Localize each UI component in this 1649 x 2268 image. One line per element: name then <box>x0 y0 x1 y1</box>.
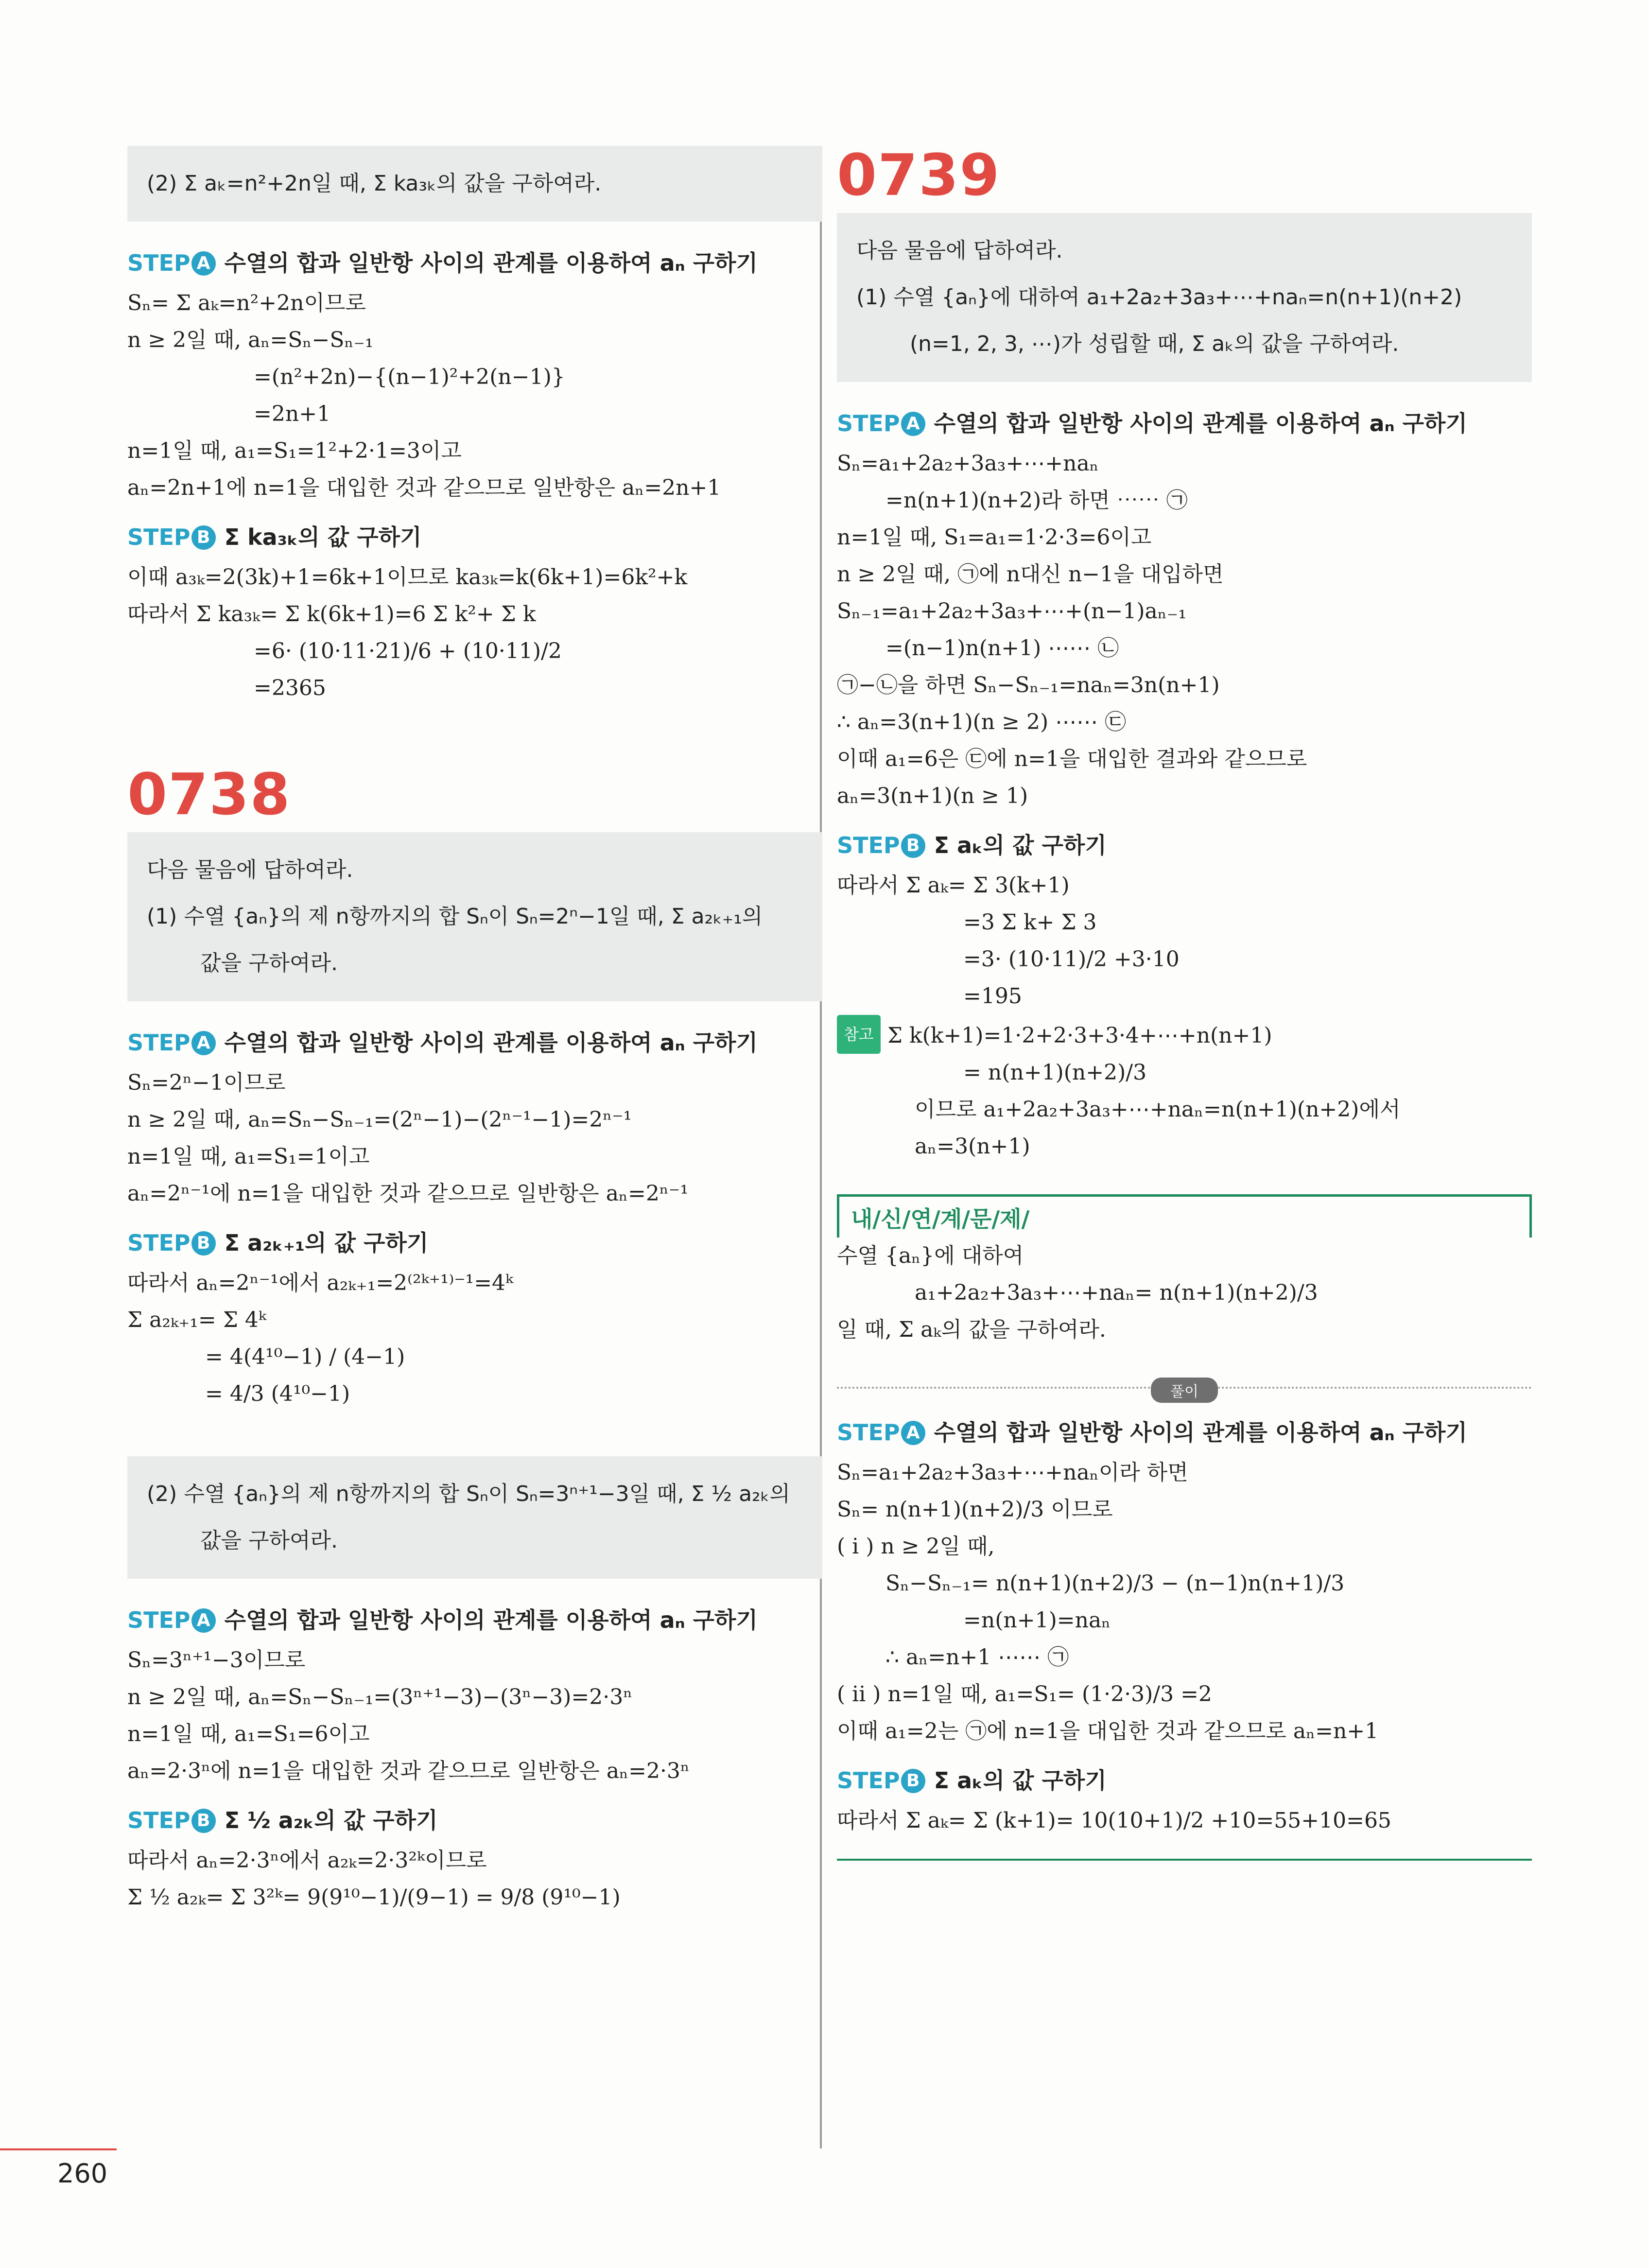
problem-box-0737-2 <box>127 146 822 222</box>
page-number: 260 <box>57 2158 108 2189</box>
solution-line: 따라서 Σ ka₃ₖ= Σ k(6k+1)=6 Σ k²+ Σ k <box>127 602 536 627</box>
solution-line: n ≥ 2일 때, aₙ=Sₙ−Sₙ₋₁=(2ⁿ−1)−(2ⁿ⁻¹−1)=2ⁿ⁻¹ <box>127 1107 632 1132</box>
solution-line: ∴ aₙ=3(n+1)(n ≥ 2) ⋯⋯ ㉢ <box>837 710 1127 734</box>
solution-line: Σ ½ a₂ₖ= Σ 3²ᵏ= 9(9¹⁰−1)/(9−1) = 9/8 (9¹⁰−1) <box>127 1885 621 1910</box>
solution-line: ㉠−㉡을 하면 Sₙ−Sₙ₋₁=naₙ=3n(n+1) <box>837 673 1220 698</box>
step-letter-badge: B <box>191 525 216 550</box>
solution-line: n=1일 때, S₁=a₁=1·2·3=6이고 <box>837 525 1152 550</box>
solution-line: =(n−1)n(n+1) ⋯⋯ ㉡ <box>885 636 1119 661</box>
problem-text: (1) 수열 {aₙ}에 대하여 a₁+2a₂+3a₃+⋯+naₙ=n(n+1)(n+2) <box>856 285 1462 310</box>
solution-label: 풀이 <box>1151 1378 1218 1403</box>
step-a-heading: STEP A 수열의 합과 일반항 사이의 관계를 이용하여 aₙ 구하기 <box>837 1419 1467 1446</box>
problem-text: (1) 수열 {aₙ}의 제 n항까지의 합 Sₙ이 Sₙ=2ⁿ−1일 때, Σ a₂ₖ₊₁의 <box>147 904 763 929</box>
solution-line: aₙ=2n+1에 n=1을 대입한 것과 같으므로 일반항은 aₙ=2n+1 <box>127 475 721 500</box>
solution-line: n ≥ 2일 때, ㉠에 n대신 n−1을 대입하면 <box>837 562 1224 587</box>
step-letter-badge: B <box>191 1809 216 1833</box>
step-b-heading: STEP B Σ ½ a₂ₖ의 값 구하기 <box>127 1807 438 1833</box>
step-letter-badge: A <box>191 1608 216 1633</box>
step-a-heading: STEP A 수열의 합과 일반항 사이의 관계를 이용하여 aₙ 구하기 <box>127 1029 758 1056</box>
problem-text: 다음 물음에 답하여라. <box>856 238 1063 263</box>
solution-line: ( ii ) n=1일 때, a₁=S₁= (1·2·3)/3 =2 <box>837 1682 1212 1707</box>
solution-line: aₙ=2·3ⁿ에 n=1을 대입한 것과 같으므로 일반항은 aₙ=2·3ⁿ <box>127 1759 690 1783</box>
solution-line: Sₙ₋₁=a₁+2a₂+3a₃+⋯+(n−1)aₙ₋₁ <box>837 599 1187 624</box>
problem-text: 다음 물음에 답하여라. <box>147 857 353 882</box>
note-line: aₙ=3(n+1) <box>915 1134 1030 1159</box>
note-line: 이므로 a₁+2a₂+3a₃+⋯+naₙ=n(n+1)(n+2)에서 <box>915 1097 1401 1122</box>
linked-problem-text: a₁+2a₂+3a₃+⋯+naₙ= n(n+1)(n+2)/3 <box>915 1280 1318 1305</box>
solution-line: 따라서 aₙ=2ⁿ⁻¹에서 a₂ₖ₊₁=2⁽²ᵏ⁺¹⁾⁻¹=4ᵏ <box>127 1271 514 1295</box>
solution-line: 이때 a₁=2는 ㉠에 n=1을 대입한 것과 같으므로 aₙ=n+1 <box>837 1719 1379 1744</box>
step-a-heading: STEP A 수열의 합과 일반항 사이의 관계를 이용하여 aₙ 구하기 <box>127 250 758 276</box>
solution-line: aₙ=3(n+1)(n ≥ 1) <box>837 784 1028 808</box>
step-letter-badge: B <box>191 1231 216 1256</box>
solution-line: n=1일 때, a₁=S₁=1이고 <box>127 1144 370 1169</box>
solution-line: = 4/3 (4¹⁰−1) <box>205 1381 350 1406</box>
step-letter-badge: B <box>901 834 925 858</box>
problem-number: 0739 <box>837 141 1001 209</box>
step-b-heading: STEP B Σ a₂ₖ₊₁의 값 구하기 <box>127 1230 429 1256</box>
solution-line: 이때 a₁=6은 ㉢에 n=1을 대입한 결과와 같으므로 <box>837 747 1307 771</box>
problem-text: (2) 수열 {aₙ}의 제 n항까지의 합 Sₙ이 Sₙ=3ⁿ⁺¹−3일 때, Σ ½ a₂ₖ의 <box>147 1482 790 1506</box>
solution-line: =n(n+1)(n+2)라 하면 ⋯⋯ ㉠ <box>885 488 1188 513</box>
solution-line: n=1일 때, a₁=S₁=6이고 <box>127 1722 370 1746</box>
solution-line: ∴ aₙ=n+1 ⋯⋯ ㉠ <box>885 1645 1069 1670</box>
step-a-heading: STEP A 수열의 합과 일반항 사이의 관계를 이용하여 aₙ 구하기 <box>127 1607 758 1633</box>
problem-text: (n=1, 2, 3, ⋯)가 성립할 때, Σ aₖ의 값을 구하여라. <box>910 331 1399 356</box>
problem-text: (2) Σ aₖ=n²+2n일 때, Σ ka₃ₖ의 값을 구하여라. <box>147 171 602 196</box>
section-end-rule <box>837 1859 1532 1861</box>
step-letter-badge: B <box>901 1769 925 1793</box>
problem-text: 값을 구하여라. <box>200 951 338 976</box>
solution-line: Sₙ=3ⁿ⁺¹−3이므로 <box>127 1648 306 1673</box>
step-letter-badge: A <box>191 251 216 276</box>
step-b-heading: STEP B Σ aₖ의 값 구하기 <box>837 832 1107 858</box>
solution-line: 따라서 Σ aₖ= Σ (k+1)= 10(10+1)/2 +10=55+10=65 <box>837 1808 1391 1833</box>
problem-box-0739 <box>837 213 1532 382</box>
note-line: 참고 Σ k(k+1)=1·2+2·3+3·4+⋯+n(n+1) <box>837 1015 1532 1054</box>
step-a-heading: STEP A 수열의 합과 일반항 사이의 관계를 이용하여 aₙ 구하기 <box>837 410 1467 436</box>
solution-line: =3 Σ k+ Σ 3 <box>963 910 1097 935</box>
linked-problem-text: 수열 {aₙ}에 대하여 <box>837 1243 1024 1268</box>
solution-line: ( i ) n ≥ 2일 때, <box>837 1534 995 1559</box>
page-number-rule <box>0 2148 117 2150</box>
solution-line: =6· (10·11·21)/6 + (10·11)/2 <box>254 639 562 663</box>
linked-problem-text: 일 때, Σ aₖ의 값을 구하여라. <box>837 1317 1106 1342</box>
step-letter-badge: A <box>901 412 925 436</box>
note-badge: 참고 <box>837 1015 881 1054</box>
step-b-heading: STEP B Σ aₖ의 값 구하기 <box>837 1767 1107 1794</box>
solution-line: Sₙ= n(n+1)(n+2)/3 이므로 <box>837 1497 1113 1522</box>
solution-line: Sₙ−Sₙ₋₁= n(n+1)(n+2)/3 − (n−1)n(n+1)/3 <box>885 1571 1345 1596</box>
left-column <box>127 146 822 1916</box>
problem-number: 0738 <box>127 761 291 828</box>
solution-line: Sₙ= Σ aₖ=n²+2n이므로 <box>127 291 366 315</box>
solution-line: =3· (10·11)/2 +3·10 <box>963 947 1180 972</box>
solution-line: =(n²+2n)−{(n−1)²+2(n−1)} <box>254 365 565 389</box>
solution-line: 따라서 aₙ=2·3ⁿ에서 a₂ₖ=2·3²ᵏ이므로 <box>127 1848 487 1873</box>
solution-line: Sₙ=2ⁿ−1이므로 <box>127 1070 286 1095</box>
step-b-heading: STEP B Σ ka₃ₖ의 값 구하기 <box>127 524 422 550</box>
note-line: = n(n+1)(n+2)/3 <box>963 1060 1147 1085</box>
solution-line: =2365 <box>254 676 326 700</box>
solution-separator <box>837 1373 1532 1402</box>
solution-line: n ≥ 2일 때, aₙ=Sₙ−Sₙ₋₁ <box>127 328 374 352</box>
solution-line: = 4(4¹⁰−1) / (4−1) <box>205 1344 405 1369</box>
solution-line: aₙ=2ⁿ⁻¹에 n=1을 대입한 것과 같으므로 일반항은 aₙ=2ⁿ⁻¹ <box>127 1181 689 1206</box>
solution-line: 따라서 Σ aₖ= Σ 3(k+1) <box>837 873 1070 898</box>
problem-text: 값을 구하여라. <box>200 1528 338 1553</box>
solution-line: Σ a₂ₖ₊₁= Σ 4ᵏ <box>127 1308 266 1332</box>
step-letter-badge: A <box>901 1421 925 1445</box>
right-column <box>837 141 1532 1861</box>
solution-line: n=1일 때, a₁=S₁=1²+2·1=3이고 <box>127 438 462 463</box>
solution-line: =195 <box>963 984 1022 1009</box>
problem-box-0738 <box>127 832 822 1001</box>
step-letter-badge: A <box>191 1031 216 1055</box>
problem-box-0738-2 <box>127 1456 822 1579</box>
solution-line: n ≥ 2일 때, aₙ=Sₙ−Sₙ₋₁=(3ⁿ⁺¹−3)−(3ⁿ−3)=2·3ⁿ <box>127 1685 633 1710</box>
solution-line: Sₙ=a₁+2a₂+3a₃+⋯+naₙ <box>837 451 1099 476</box>
solution-line: =n(n+1)=naₙ <box>963 1608 1111 1633</box>
linked-problem-header: 내/신/연/계/문/제/ <box>837 1194 1532 1238</box>
solution-line: =2n+1 <box>254 401 331 426</box>
solution-line: 이때 a₃ₖ=2(3k)+1=6k+1이므로 ka₃ₖ=k(6k+1)=6k²+k <box>127 565 688 590</box>
solution-line: Sₙ=a₁+2a₂+3a₃+⋯+naₙ이라 하면 <box>837 1460 1188 1485</box>
